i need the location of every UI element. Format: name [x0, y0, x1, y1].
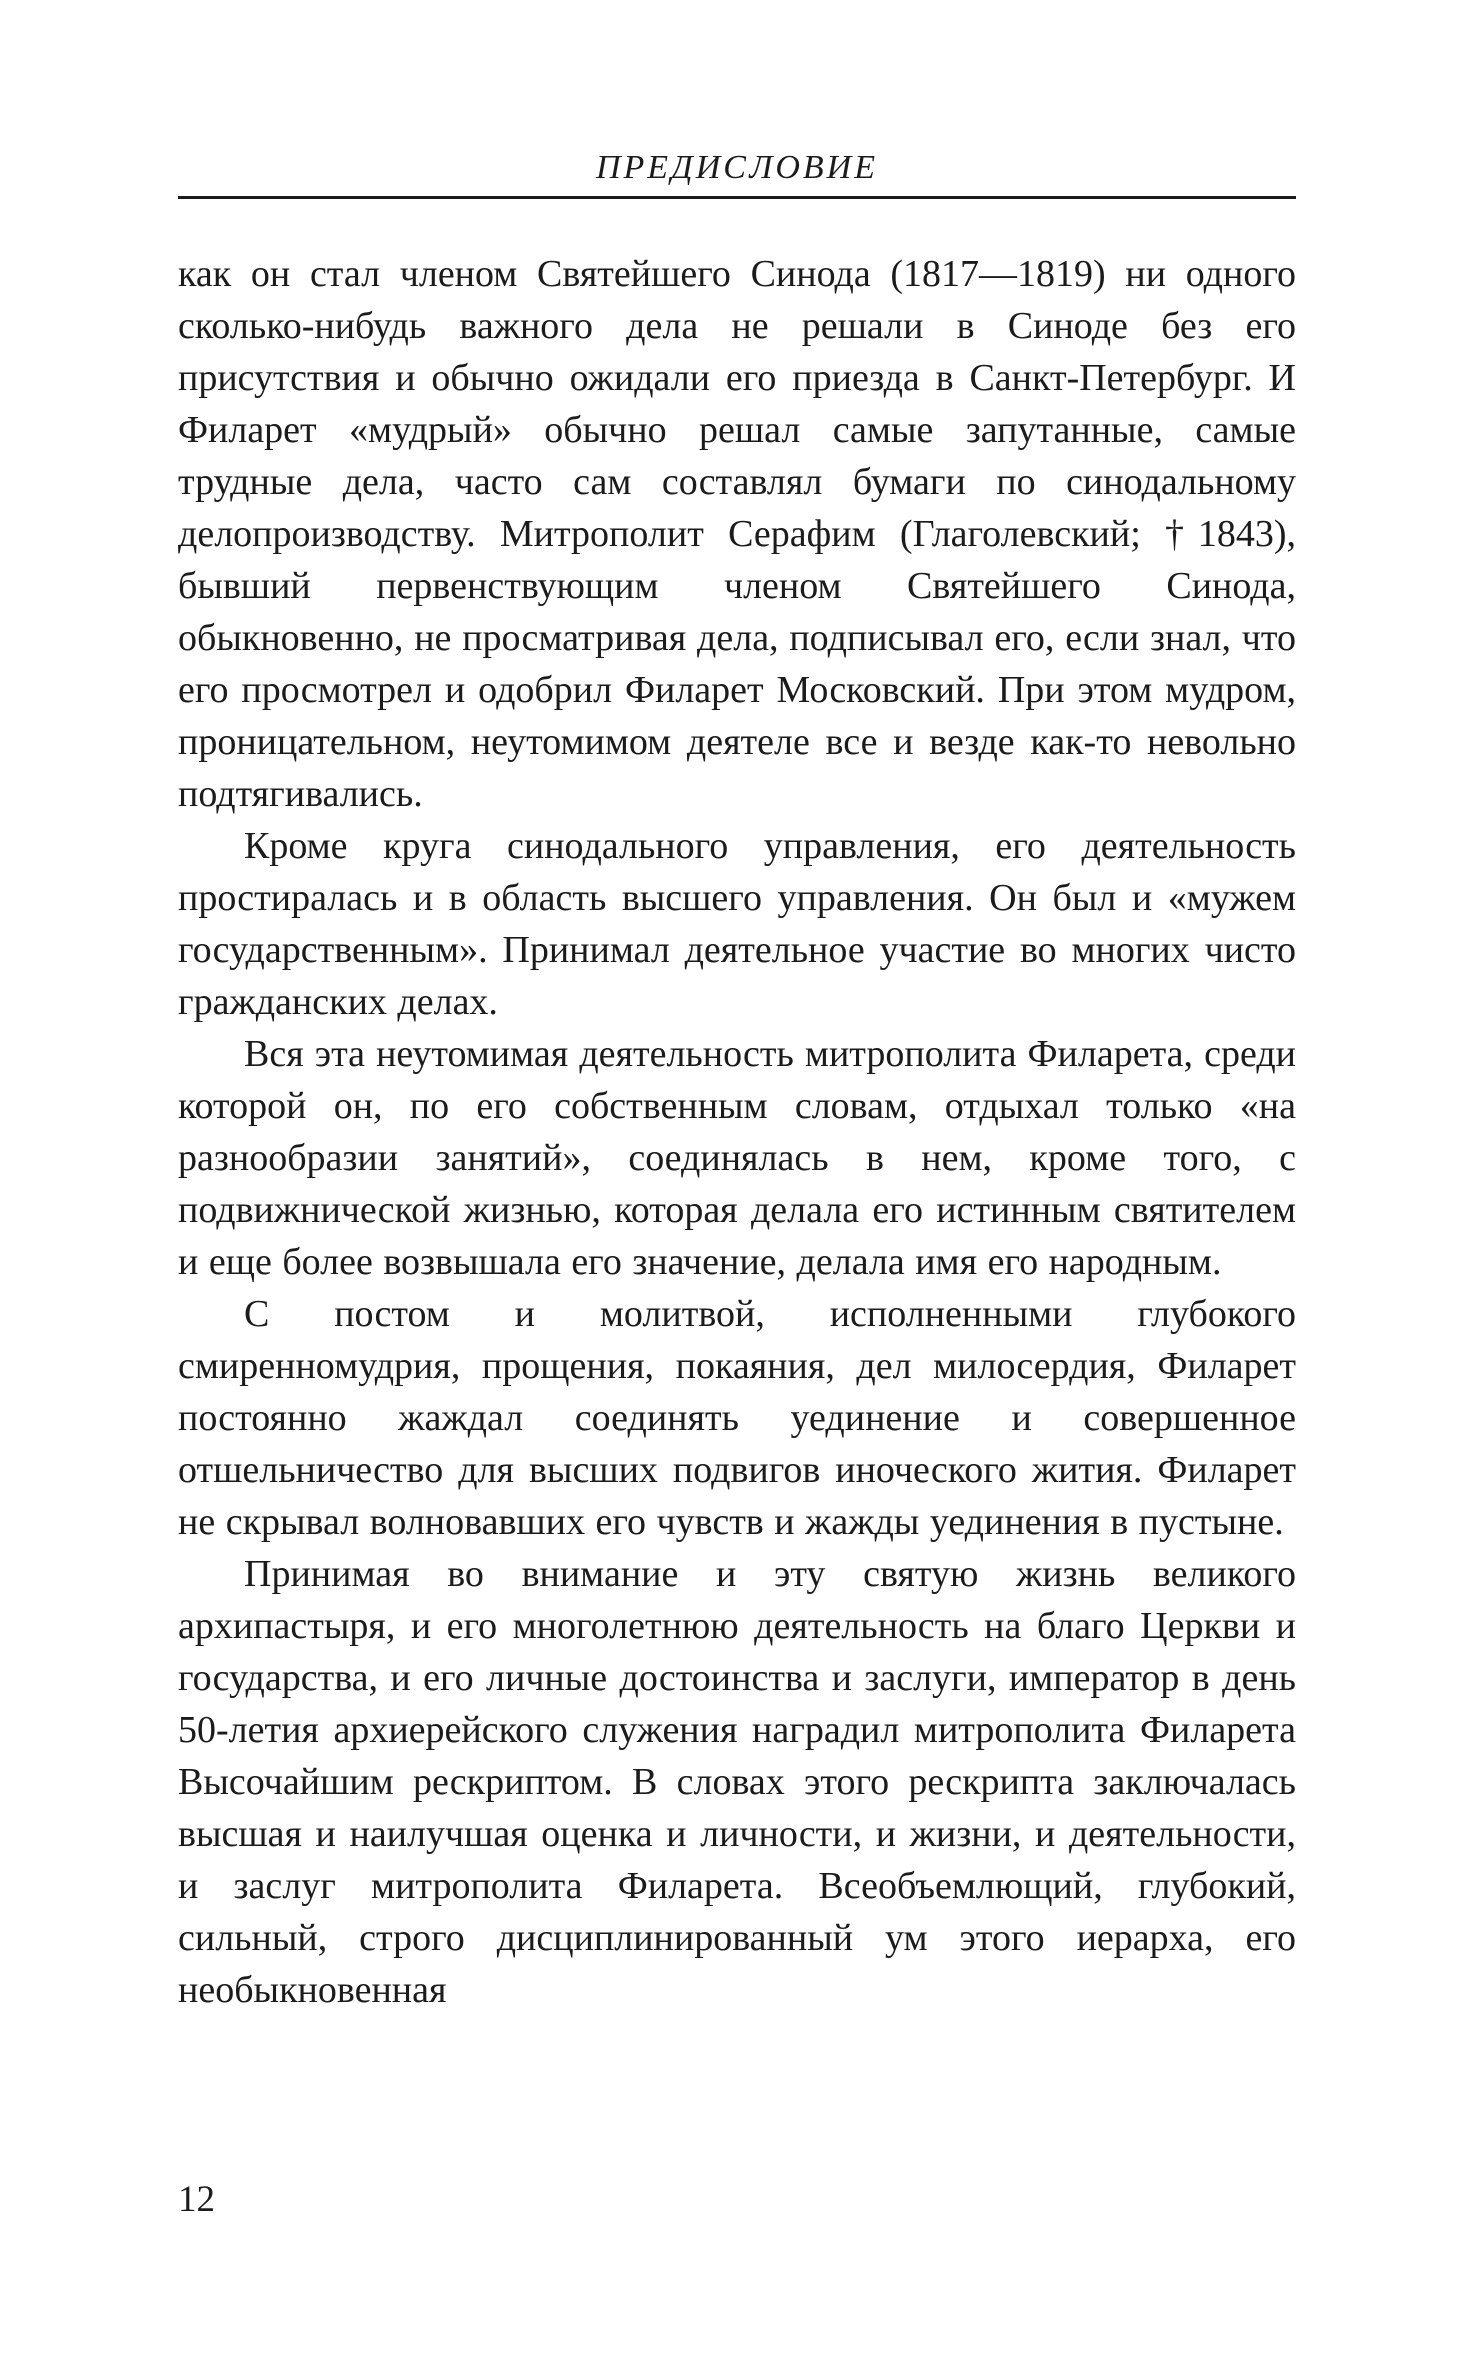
running-header-title: ПРЕДИСЛОВИЕ [595, 149, 879, 186]
body-text [178, 248, 1296, 2016]
paragraph: как он стал членом Святейшего Синода (1817—1819) ни одного сколько-нибудь важного дела не решали в Синоде без его присутствия и обычно ожидали его приезда в Санкт-Петербург. И Филарет «мудрый» обычно решал самые запутанные, самые трудные дела, часто сам составлял бумаги по синодальному делопроизводству. Митрополит Серафим (Глаголевский; †1843), бывший первенствующим членом Святейшего Синода, обыкновенно, не просматривая дела, подписывал его, если знал, что его просмотрел и одобрил Филарет Московский. При этом мудром, проницательном, неутомимом деятеле все и везде как-то невольно подтягивались. [178, 253, 1296, 815]
header-rule [178, 196, 1296, 199]
page-number: 12 [178, 2179, 215, 2220]
paragraph: С постом и молитвой, исполненными глубокого смиренномудрия, прощения, покаяния, дел милосердия, Филарет постоянно жаждал соединять уединение и совершенное отшельничество для высших подвигов иноческого жития. Филарет не скрывал волновавших его чувств и жажды уединения в пустыне. [178, 1293, 1296, 1543]
paragraph: Принимая во внимание и эту святую жизнь великого архипастыря, и его многолетнюю деятельность на благо Церкви и государства, и его личные достоинства и заслуги, император в день 50-летия архиерейского служения наградил митрополита Филарета Высочайшим рескриптом. В словах этого рескрипта заключалась высшая и наилучшая оценка и личности, и жизни, и деятельности, и заслуг митрополита Филарета. Всеобъемлющий, глубокий, сильный, строго дисциплинированный ум этого иерарха, его необыкновенная [178, 1553, 1296, 2011]
paragraph: Кроме круга синодального управления, его деятельность простиралась и в область высшего управления. Он был и «мужем государственным». Принимал деятельное участие во многих чисто гражданских делах. [178, 825, 1296, 1023]
paragraph: Вся эта неутомимая деятельность митрополита Филарета, среди которой он, по его собственным словам, отдыхал только «на разнообразии занятий», соединялась в нем, кроме того, с подвижнической жизнью, которая делала его истинным святителем и еще более возвышала его значение, делала имя его народным. [178, 1033, 1296, 1283]
running-header [178, 148, 1296, 199]
